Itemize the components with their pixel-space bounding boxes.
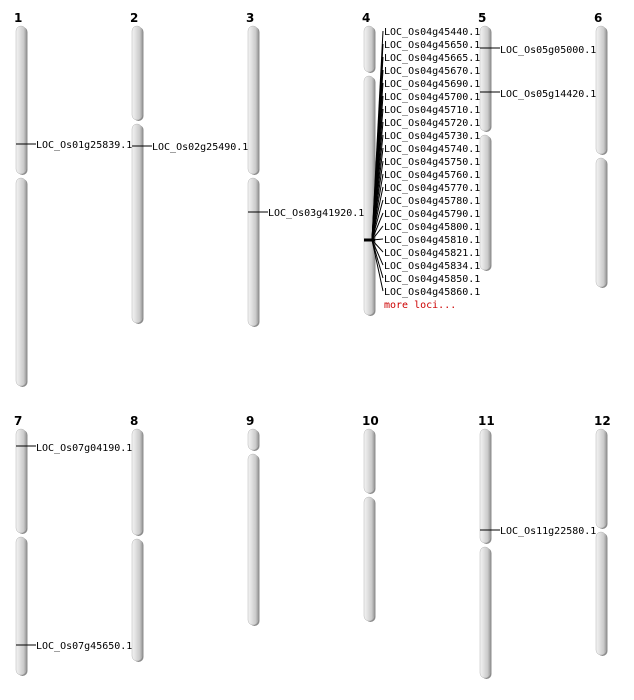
locus-label[interactable]: LOC_Os11g22580.1 xyxy=(500,526,597,537)
chromosome-arm-p xyxy=(248,429,258,450)
locus-label[interactable]: LOC_Os04g45760.1 xyxy=(384,170,481,181)
locus-label[interactable]: LOC_Os04g45834.1 xyxy=(384,261,481,272)
chromosome-4[interactable] xyxy=(362,11,480,316)
chromosome-arm-q xyxy=(132,124,142,323)
locus-label[interactable]: LOC_Os04g45700.1 xyxy=(384,92,481,103)
chromosome-number: 4 xyxy=(362,11,371,25)
locus-label[interactable]: LOC_Os04g45860.1 xyxy=(384,287,481,298)
chromosome-number: 8 xyxy=(130,414,139,428)
chromosome-number: 1 xyxy=(14,11,23,25)
chromosome-arm-q xyxy=(596,532,606,655)
locus-label[interactable]: LOC_Os04g45740.1 xyxy=(384,144,481,155)
chromosome-1[interactable] xyxy=(14,11,132,387)
locus-label[interactable]: LOC_Os04g45730.1 xyxy=(384,131,481,142)
chromosome-arm-q xyxy=(364,497,374,621)
chromosome-arm-q xyxy=(248,178,258,326)
more-loci-link[interactable]: more loci... xyxy=(384,300,457,311)
chromosome-3[interactable] xyxy=(246,11,364,327)
chromosome-5[interactable] xyxy=(478,11,596,271)
locus-label[interactable]: LOC_Os05g14420.1 xyxy=(500,89,597,100)
chromosome-9[interactable] xyxy=(246,414,260,626)
chromosome-arm-p xyxy=(480,429,490,543)
chromosome-2[interactable] xyxy=(130,11,248,324)
locus-label[interactable]: LOC_Os04g45780.1 xyxy=(384,196,481,207)
chromosome-arm-q xyxy=(480,135,490,270)
locus-label[interactable]: LOC_Os03g41920.1 xyxy=(268,208,365,219)
locus-label[interactable]: LOC_Os04g45850.1 xyxy=(384,274,481,285)
chromosome-12[interactable] xyxy=(594,414,611,656)
chromosome-arm-p xyxy=(132,429,142,535)
locus-label[interactable]: LOC_Os04g45710.1 xyxy=(384,105,481,116)
chromosome-arm-q xyxy=(248,454,258,625)
chromosome-number: 7 xyxy=(14,414,23,428)
chromosome-number: 6 xyxy=(594,11,603,25)
chromosome-arm-q xyxy=(364,76,374,315)
chromosome-arm-q xyxy=(596,158,606,287)
chromosome-number: 12 xyxy=(594,414,611,428)
locus-label[interactable]: LOC_Os04g45665.1 xyxy=(384,53,481,64)
chromosome-number: 2 xyxy=(130,11,139,25)
chromosome-6[interactable] xyxy=(594,11,608,288)
chromosome-arm-q xyxy=(16,178,26,386)
locus-label[interactable]: LOC_Os07g04190.1 xyxy=(36,443,133,454)
chromosome-arm-p xyxy=(248,26,258,174)
chromosome-arm-p xyxy=(16,429,26,533)
chromosome-number: 9 xyxy=(246,414,255,428)
locus-label[interactable]: LOC_Os04g45800.1 xyxy=(384,222,481,233)
chromosome-arm-p xyxy=(364,429,374,493)
chromosome-arm-p xyxy=(132,26,142,120)
locus-label[interactable]: LOC_Os04g45690.1 xyxy=(384,79,481,90)
chromosome-number: 10 xyxy=(362,414,379,428)
locus-label[interactable]: LOC_Os04g45670.1 xyxy=(384,66,481,77)
chromosome-10[interactable] xyxy=(362,414,379,622)
locus-label[interactable]: LOC_Os07g45650.1 xyxy=(36,641,133,652)
locus-label[interactable]: LOC_Os02g25490.1 xyxy=(152,142,249,153)
chromosome-number: 3 xyxy=(246,11,255,25)
locus-label[interactable]: LOC_Os04g45750.1 xyxy=(384,157,481,168)
chromosome-11[interactable] xyxy=(478,414,596,679)
locus-label[interactable]: LOC_Os04g45790.1 xyxy=(384,209,481,220)
chromosome-arm-q xyxy=(132,539,142,661)
chromosome-8[interactable] xyxy=(130,414,144,662)
chromosome-arm-p xyxy=(480,26,490,131)
chromosome-arm-q xyxy=(16,537,26,675)
locus-label[interactable]: LOC_Os04g45650.1 xyxy=(384,40,481,51)
locus-label[interactable]: LOC_Os01g25839.1 xyxy=(36,140,133,151)
chromosome-arm-p xyxy=(16,26,26,174)
chromosome-number: 11 xyxy=(478,414,495,428)
chromosome-arm-p xyxy=(364,26,374,72)
locus-label[interactable]: LOC_Os04g45810.1 xyxy=(384,235,481,246)
locus-label[interactable]: LOC_Os04g45821.1 xyxy=(384,248,481,259)
locus-label[interactable]: LOC_Os04g45440.1 xyxy=(384,27,481,38)
locus-label[interactable]: LOC_Os04g45770.1 xyxy=(384,183,481,194)
chromosome-arm-q xyxy=(480,547,490,678)
locus-label[interactable]: LOC_Os04g45720.1 xyxy=(384,118,481,129)
chromosome-7[interactable] xyxy=(14,414,132,676)
locus-label[interactable]: LOC_Os05g05000.1 xyxy=(500,45,597,56)
chromosome-arm-p xyxy=(596,26,606,154)
chromosome-arm-p xyxy=(596,429,606,528)
chromosome-number: 5 xyxy=(478,11,487,25)
